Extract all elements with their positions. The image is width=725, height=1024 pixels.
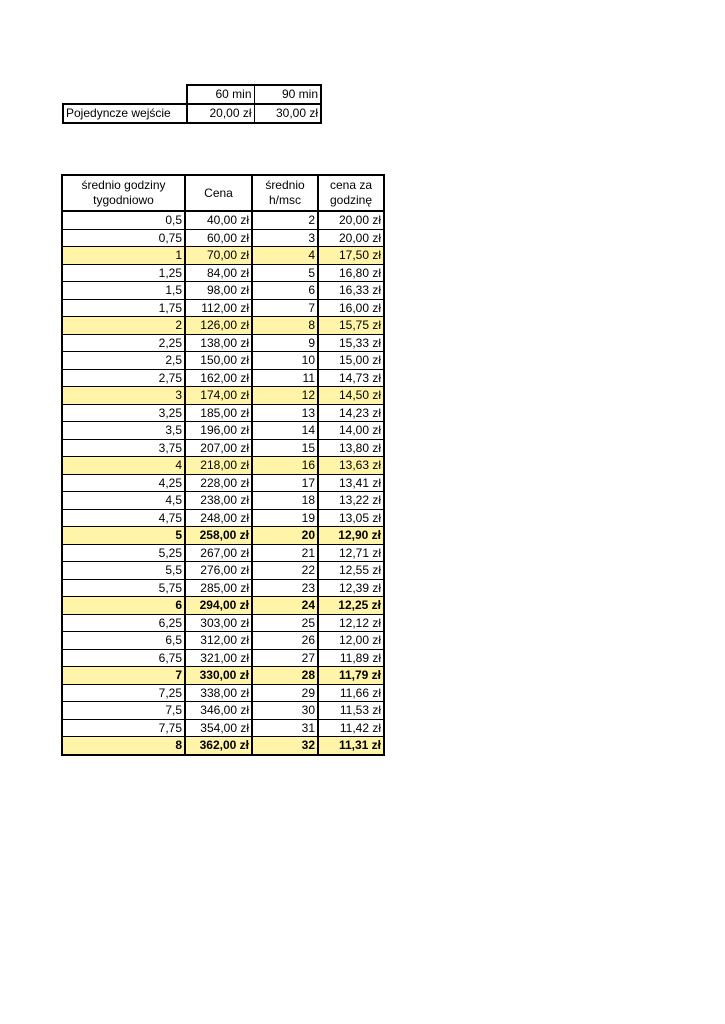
price-per-hour-cell: 16,80 zł [318,264,384,282]
weekly-hours-cell: 2,5 [62,352,185,370]
weekly-hours-cell: 7 [62,667,185,685]
weekly-hours-cell: 4 [62,457,185,475]
monthly-hours-cell: 4 [252,247,318,265]
monthly-hours-cell: 17 [252,474,318,492]
weekly-hours-cell: 0,75 [62,229,185,247]
price-per-hour-cell: 15,33 zł [318,334,384,352]
monthly-hours-cell: 8 [252,317,318,335]
price-per-hour-cell: 14,73 zł [318,369,384,387]
weekly-hours-cell: 3,5 [62,422,185,440]
monthly-hours-cell: 11 [252,369,318,387]
price-cell: 267,00 zł [185,544,252,562]
table-row [62,317,384,335]
weekly-hours-cell: 2,25 [62,334,185,352]
monthly-hours-cell: 9 [252,334,318,352]
table-row [62,614,384,632]
header-90-min: 90 min [254,85,321,104]
monthly-hours-cell: 20 [252,527,318,545]
price-per-hour-cell: 12,12 zł [318,614,384,632]
header-price-per-hour: cena za godzinę [318,175,384,211]
table-row [62,474,384,492]
price-per-hour-cell: 11,89 zł [318,649,384,667]
weekly-hours-cell: 4,75 [62,509,185,527]
weekly-hours-cell: 4,5 [62,492,185,510]
price-cell: 330,00 zł [185,667,252,685]
price-table [61,174,385,756]
price-cell: 338,00 zł [185,684,252,702]
price-per-hour-cell: 13,22 zł [318,492,384,510]
monthly-hours-cell: 2 [252,211,318,229]
monthly-hours-cell: 29 [252,684,318,702]
price-per-hour-cell: 13,05 zł [318,509,384,527]
price-cell: 162,00 zł [185,369,252,387]
monthly-hours-cell: 14 [252,422,318,440]
price-per-hour-cell: 11,31 zł [318,737,384,755]
table-row [62,527,384,545]
weekly-hours-cell: 4,25 [62,474,185,492]
table-row [62,684,384,702]
table-row [62,439,384,457]
price-cell: 150,00 zł [185,352,252,370]
price-per-hour-cell: 11,53 zł [318,702,384,720]
monthly-hours-cell: 32 [252,737,318,755]
price-per-hour-cell: 11,79 zł [318,667,384,685]
table-row [62,404,384,422]
weekly-hours-cell: 1,5 [62,282,185,300]
price-per-hour-cell: 14,50 zł [318,387,384,405]
price-cell: 174,00 zł [185,387,252,405]
price-per-hour-cell: 13,80 zł [318,439,384,457]
price-cell: 312,00 zł [185,632,252,650]
weekly-hours-cell: 2 [62,317,185,335]
price-per-hour-cell: 20,00 zł [318,211,384,229]
price-per-hour-cell: 11,42 zł [318,719,384,737]
weekly-hours-cell: 3,75 [62,439,185,457]
weekly-hours-cell: 6,25 [62,614,185,632]
price-per-hour-cell: 13,63 zł [318,457,384,475]
monthly-hours-cell: 23 [252,579,318,597]
header-monthly-hours: średnio h/msc [252,175,318,211]
table-row [62,457,384,475]
table-row [62,509,384,527]
weekly-hours-cell: 0,5 [62,211,185,229]
weekly-hours-cell: 6,75 [62,649,185,667]
table-row [62,334,384,352]
weekly-hours-cell: 3,25 [62,404,185,422]
monthly-hours-cell: 24 [252,597,318,615]
weekly-hours-cell: 5 [62,527,185,545]
price-cell: 248,00 zł [185,509,252,527]
weekly-hours-cell: 6,5 [62,632,185,650]
price-per-hour-cell: 12,39 zł [318,579,384,597]
price-table-header-row [62,175,384,211]
price-cell: 354,00 zł [185,719,252,737]
weekly-hours-cell: 7,25 [62,684,185,702]
table-row [62,544,384,562]
price-per-hour-cell: 16,33 zł [318,282,384,300]
price-cell: 207,00 zł [185,439,252,457]
price-per-hour-cell: 13,41 zł [318,474,384,492]
table-row [62,352,384,370]
price-cell: 346,00 zł [185,702,252,720]
weekly-hours-cell: 5,25 [62,544,185,562]
monthly-hours-cell: 15 [252,439,318,457]
monthly-hours-cell: 21 [252,544,318,562]
price-cell: 285,00 zł [185,579,252,597]
header-60-min: 60 min [187,85,254,104]
price-cell: 196,00 zł [185,422,252,440]
monthly-hours-cell: 3 [252,229,318,247]
price-cell: 276,00 zł [185,562,252,580]
header-price: Cena [185,175,252,211]
single-entry-60-price: 20,00 zł [187,104,254,123]
header-weekly-hours: średnio godziny tygodniowo [62,175,185,211]
price-per-hour-cell: 12,71 zł [318,544,384,562]
table-row [62,719,384,737]
monthly-hours-cell: 5 [252,264,318,282]
table-row [62,247,384,265]
monthly-hours-cell: 6 [252,282,318,300]
price-per-hour-cell: 11,66 zł [318,684,384,702]
monthly-hours-cell: 30 [252,702,318,720]
price-cell: 303,00 zł [185,614,252,632]
table-row [62,562,384,580]
price-cell: 218,00 zł [185,457,252,475]
weekly-hours-cell: 7,75 [62,719,185,737]
price-per-hour-cell: 12,90 zł [318,527,384,545]
table-row [62,229,384,247]
price-per-hour-cell: 12,55 zł [318,562,384,580]
monthly-hours-cell: 27 [252,649,318,667]
monthly-hours-cell: 19 [252,509,318,527]
table-row [62,649,384,667]
table-row [62,387,384,405]
single-entry-table [62,84,322,124]
table-row [62,299,384,317]
price-cell: 362,00 zł [185,737,252,755]
table-row [62,492,384,510]
monthly-hours-cell: 28 [252,667,318,685]
table-row [62,264,384,282]
weekly-hours-cell: 2,75 [62,369,185,387]
monthly-hours-cell: 7 [252,299,318,317]
monthly-hours-cell: 31 [252,719,318,737]
weekly-hours-cell: 1 [62,247,185,265]
price-cell: 138,00 zł [185,334,252,352]
price-cell: 84,00 zł [185,264,252,282]
weekly-hours-cell: 3 [62,387,185,405]
weekly-hours-cell: 5,5 [62,562,185,580]
single-entry-header-row [63,85,321,104]
price-cell: 258,00 zł [185,527,252,545]
price-per-hour-cell: 14,00 zł [318,422,384,440]
single-entry-row [63,104,321,123]
table-row [62,422,384,440]
price-per-hour-cell: 12,00 zł [318,632,384,650]
table-row [62,632,384,650]
weekly-hours-cell: 7,5 [62,702,185,720]
table-row [62,282,384,300]
table-row [62,579,384,597]
weekly-hours-cell: 1,25 [62,264,185,282]
price-cell: 321,00 zł [185,649,252,667]
price-per-hour-cell: 17,50 zł [318,247,384,265]
monthly-hours-cell: 12 [252,387,318,405]
table-row [62,702,384,720]
price-table-body [62,211,384,755]
monthly-hours-cell: 13 [252,404,318,422]
single-entry-90-price: 30,00 zł [254,104,321,123]
weekly-hours-cell: 6 [62,597,185,615]
monthly-hours-cell: 10 [252,352,318,370]
empty-corner-cell [63,85,187,104]
price-cell: 40,00 zł [185,211,252,229]
monthly-hours-cell: 26 [252,632,318,650]
table-row [62,369,384,387]
table-row [62,211,384,229]
price-cell: 238,00 zł [185,492,252,510]
price-per-hour-cell: 14,23 zł [318,404,384,422]
monthly-hours-cell: 18 [252,492,318,510]
price-cell: 228,00 zł [185,474,252,492]
table-row [62,737,384,755]
monthly-hours-cell: 16 [252,457,318,475]
price-cell: 294,00 zł [185,597,252,615]
table-row [62,597,384,615]
price-cell: 112,00 zł [185,299,252,317]
price-cell: 98,00 zł [185,282,252,300]
weekly-hours-cell: 8 [62,737,185,755]
weekly-hours-cell: 5,75 [62,579,185,597]
table-row [62,667,384,685]
weekly-hours-cell: 1,75 [62,299,185,317]
price-cell: 60,00 zł [185,229,252,247]
single-entry-label: Pojedyncze wejście [63,104,187,123]
price-cell: 70,00 zł [185,247,252,265]
monthly-hours-cell: 25 [252,614,318,632]
price-per-hour-cell: 12,25 zł [318,597,384,615]
price-per-hour-cell: 20,00 zł [318,229,384,247]
price-cell: 185,00 zł [185,404,252,422]
price-per-hour-cell: 16,00 zł [318,299,384,317]
monthly-hours-cell: 22 [252,562,318,580]
price-per-hour-cell: 15,00 zł [318,352,384,370]
price-per-hour-cell: 15,75 zł [318,317,384,335]
price-cell: 126,00 zł [185,317,252,335]
